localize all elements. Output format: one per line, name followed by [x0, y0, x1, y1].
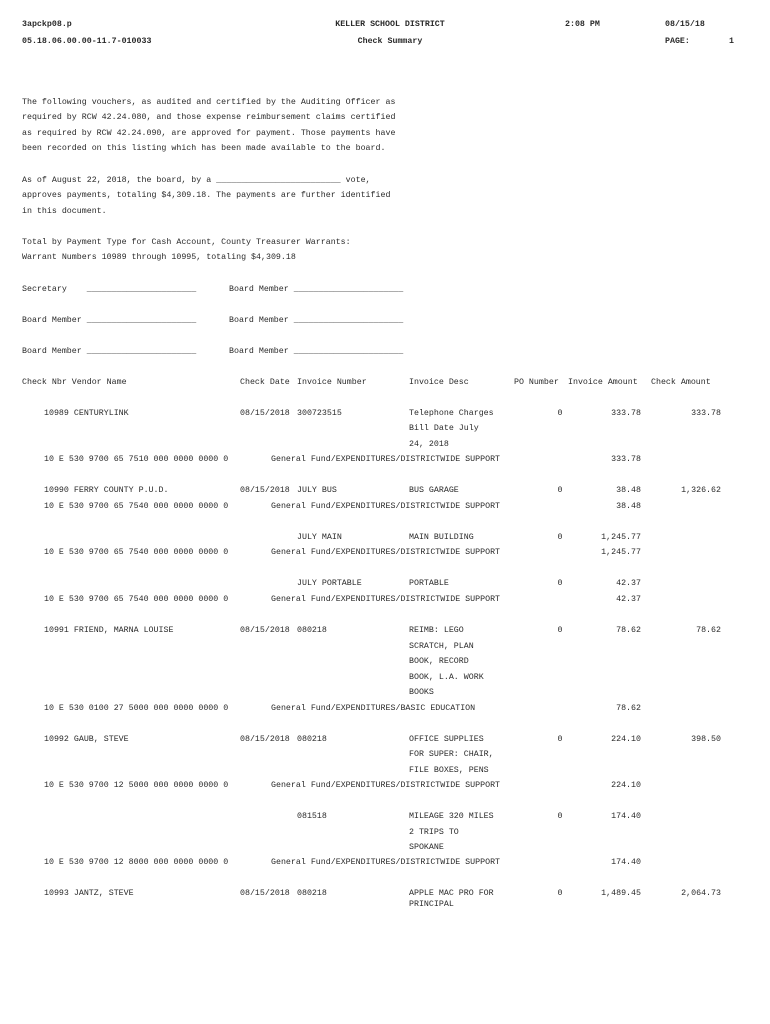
- po-number: 0: [557, 735, 563, 744]
- check-date: 08/15/2018: [240, 409, 290, 418]
- total-line: Total by Payment Type for Cash Account, County Treasurer Warrants:: [22, 238, 351, 247]
- po-number: 0: [557, 812, 563, 821]
- vendor-name: 10993 JANTZ, STEVE: [44, 889, 134, 898]
- account-amount: 42.37: [616, 595, 641, 604]
- invoice-desc-line: OFFICE SUPPLIES: [409, 735, 484, 744]
- invoice-desc-line: BOOK, L.A. WORK: [409, 673, 484, 682]
- signature-left: Secretary ______________________: [22, 285, 197, 294]
- invoice-amount: 42.37: [616, 579, 641, 588]
- account-code: 10 E 530 9700 12 8000 000 0000 0000 0: [44, 858, 229, 867]
- total-line: Warrant Numbers 10989 through 10995, totaling $4,309.18: [22, 253, 296, 262]
- invoice-number: 080218: [297, 626, 327, 635]
- invoice-number: 081518: [297, 812, 327, 821]
- vendor-name: 10990 FERRY COUNTY P.U.D.: [44, 486, 169, 495]
- invoice-amount: 38.48: [616, 486, 641, 495]
- report-date: 08/15/18: [665, 20, 705, 29]
- po-number: 0: [557, 486, 563, 495]
- column-header-invoice-desc: Invoice Desc: [409, 378, 469, 387]
- signature-right: Board Member ______________________: [229, 285, 404, 294]
- invoice-desc-line: PORTABLE: [409, 579, 449, 588]
- report-time: 2:08 PM: [565, 20, 600, 29]
- invoice-number: 080218: [297, 889, 327, 898]
- account-amount: 333.78: [611, 455, 641, 464]
- check-amount: 2,064.73: [681, 889, 721, 898]
- approval-line: in this document.: [22, 207, 107, 216]
- invoice-amount: 78.62: [616, 626, 641, 635]
- intro-line: required by RCW 42.24.080, and those expense reimbursement claims certified: [22, 113, 396, 122]
- invoice-amount: 333.78: [611, 409, 641, 418]
- check-date: 08/15/2018: [240, 889, 290, 898]
- account-amount: 174.40: [611, 858, 641, 867]
- po-number: 0: [557, 409, 563, 418]
- account-code: 10 E 530 0100 27 5000 000 0000 0000 0: [44, 704, 229, 713]
- fund-description: General Fund/EXPENDITURES/DISTRICTWIDE SUPPORT: [271, 548, 501, 557]
- invoice-desc-line: SCRATCH, PLAN: [409, 642, 474, 651]
- approval-line: approves payments, totaling $4,309.18. The payments are further identified: [22, 191, 391, 200]
- program-name: 3apckp08.p: [22, 20, 72, 29]
- invoice-number: 080218: [297, 735, 327, 744]
- column-header-po-number: PO Number: [514, 378, 559, 387]
- invoice-amount: 1,245.77: [601, 533, 641, 542]
- invoice-desc-line: Telephone Charges: [409, 409, 494, 418]
- account-code: 10 E 530 9700 65 7510 000 0000 0000 0: [44, 455, 229, 464]
- account-amount: 224.10: [611, 781, 641, 790]
- vendor-name: 10989 CENTURYLINK: [44, 409, 129, 418]
- po-number: 0: [557, 533, 563, 542]
- invoice-desc-line: MAIN BUILDING: [409, 533, 474, 542]
- account-amount: 1,245.77: [601, 548, 641, 557]
- invoice-desc-line: Bill Date July: [409, 424, 479, 433]
- account-code: 10 E 530 9700 65 7540 000 0000 0000 0: [44, 595, 229, 604]
- signature-left: Board Member ______________________: [22, 347, 197, 356]
- invoice-desc-line: FILE BOXES, PENS: [409, 766, 489, 775]
- district-name: KELLER SCHOOL DISTRICT: [335, 20, 445, 29]
- intro-line: as required by RCW 42.24.090, are approved for payment. Those payments have: [22, 129, 396, 138]
- check-amount: 78.62: [696, 626, 721, 635]
- column-header-invoice-number: Invoice Number: [297, 378, 367, 387]
- column-header-check-amount: Check Amount: [651, 378, 711, 387]
- fund-description: General Fund/EXPENDITURES/DISTRICTWIDE SUPPORT: [271, 502, 501, 511]
- invoice-desc-line: BOOK, RECORD: [409, 657, 469, 666]
- invoice-number: JULY BUS: [297, 486, 337, 495]
- check-amount: 1,326.62: [681, 486, 721, 495]
- column-header-invoice-amount: Invoice Amount: [568, 378, 638, 387]
- invoice-amount: 1,489.45: [601, 889, 641, 898]
- invoice-number: JULY PORTABLE: [297, 579, 362, 588]
- approval-line: As of August 22, 2018, the board, by a _________________________ vote,: [22, 176, 371, 185]
- column-header-check-vendor: Check Nbr Vendor Name: [22, 378, 127, 387]
- account-amount: 38.48: [616, 502, 641, 511]
- invoice-number: JULY MAIN: [297, 533, 342, 542]
- po-number: 0: [557, 579, 563, 588]
- page-label: PAGE:: [665, 37, 690, 46]
- invoice-desc-line: BUS GARAGE: [409, 486, 459, 495]
- invoice-amount: 224.10: [611, 735, 641, 744]
- check-date: 08/15/2018: [240, 626, 290, 635]
- account-amount: 78.62: [616, 704, 641, 713]
- invoice-amount: 174.40: [611, 812, 641, 821]
- check-amount: 333.78: [691, 409, 721, 418]
- fund-description: General Fund/EXPENDITURES/DISTRICTWIDE SUPPORT: [271, 455, 501, 464]
- check-date: 08/15/2018: [240, 735, 290, 744]
- account-code: 10 E 530 9700 65 7540 000 0000 0000 0: [44, 548, 229, 557]
- invoice-desc-line: REIMB: LEGO: [409, 626, 464, 635]
- invoice-desc-line: FOR SUPER: CHAIR,: [409, 750, 494, 759]
- fund-description: General Fund/EXPENDITURES/DISTRICTWIDE SUPPORT: [271, 781, 501, 790]
- po-number: 0: [557, 626, 563, 635]
- check-amount: 398.50: [691, 735, 721, 744]
- intro-line: been recorded on this listing which has been made available to the board.: [22, 144, 386, 153]
- invoice-desc-line: APPLE MAC PRO FOR: [409, 889, 494, 898]
- po-number: 0: [557, 889, 563, 898]
- signature-left: Board Member ______________________: [22, 316, 197, 325]
- account-code: 10 E 530 9700 65 7540 000 0000 0000 0: [44, 502, 229, 511]
- invoice-desc-line: PRINCIPAL: [409, 900, 454, 909]
- signature-right: Board Member ______________________: [229, 347, 404, 356]
- fund-description: General Fund/EXPENDITURES/DISTRICTWIDE SUPPORT: [271, 858, 501, 867]
- fund-description: General Fund/EXPENDITURES/DISTRICTWIDE SUPPORT: [271, 595, 501, 604]
- fund-description: General Fund/EXPENDITURES/BASIC EDUCATION: [271, 704, 476, 713]
- program-version: 05.18.06.00.00-11.7-010033: [22, 37, 152, 46]
- invoice-desc-line: MILEAGE 320 MILES: [409, 812, 494, 821]
- invoice-desc-line: 24, 2018: [409, 440, 449, 449]
- check-date: 08/15/2018: [240, 486, 290, 495]
- vendor-name: 10991 FRIEND, MARNA LOUISE: [44, 626, 174, 635]
- invoice-number: 300723515: [297, 409, 342, 418]
- report-title: Check Summary: [357, 37, 423, 46]
- column-header-check-date: Check Date: [240, 378, 290, 387]
- vendor-name: 10992 GAUB, STEVE: [44, 735, 129, 744]
- account-code: 10 E 530 9700 12 5000 000 0000 0000 0: [44, 781, 229, 790]
- intro-line: The following vouchers, as audited and certified by the Auditing Officer as: [22, 98, 396, 107]
- page-number: 1: [729, 37, 734, 46]
- invoice-desc-line: SPOKANE: [409, 843, 444, 852]
- signature-right: Board Member ______________________: [229, 316, 404, 325]
- invoice-desc-line: BOOKS: [409, 688, 434, 697]
- invoice-desc-line: 2 TRIPS TO: [409, 828, 459, 837]
